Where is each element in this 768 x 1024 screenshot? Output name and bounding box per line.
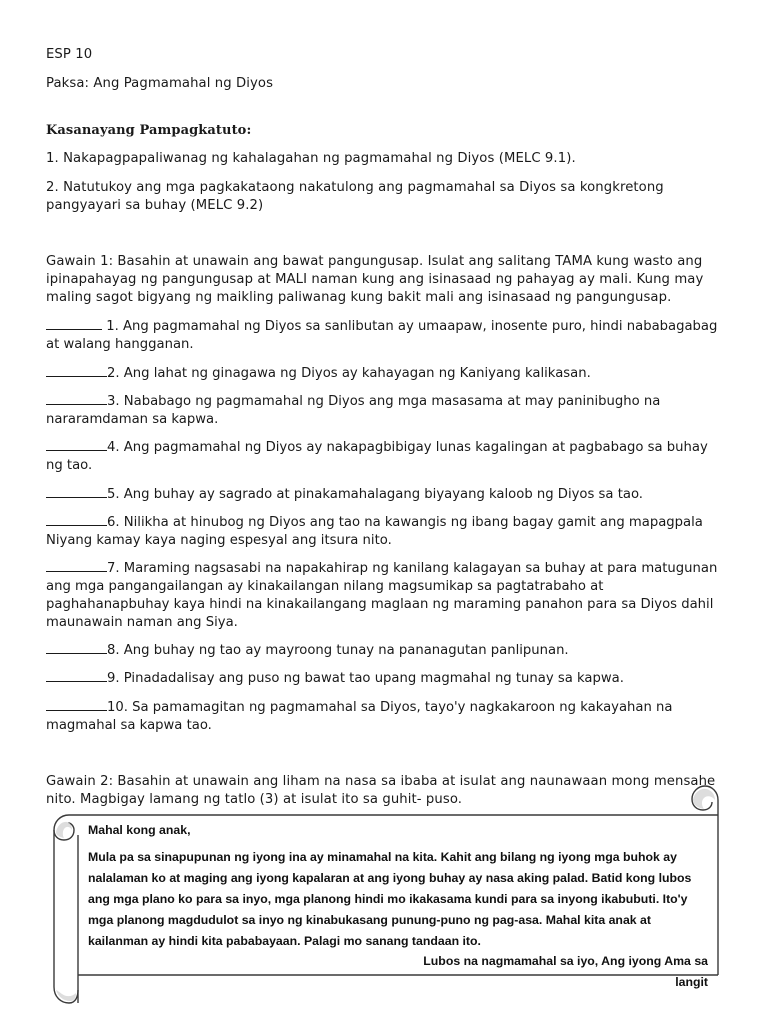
objective-2: 2. Natutukoy ang mga pagkakataong nakatulong ang pagmamahal sa Diyos sa kongkretong pangyayari sa buhay (MELC 9.2): [46, 180, 664, 213]
item-text: 10. Sa pamamagitan ng pagmamahal sa Diyos, tayo'y nagkakaroon ng kakayahan na magmahal sa kapwa tao.: [46, 700, 673, 733]
item-text: 2. Ang lahat ng ginagawa ng Diyos ay kahayagan ng Kaniyang kalikasan.: [107, 366, 591, 381]
item-text: 5. Ang buhay ay sagrado at pinakamahalagang biyayang kaloob ng Diyos sa tao.: [107, 487, 643, 502]
objective-1: 1. Nakapagpapaliwanag ng kahalagahan ng pagmamahal ng Diyos (MELC 9.1).: [46, 151, 576, 166]
topic-line: Paksa: Ang Pagmamahal ng Diyos: [46, 76, 274, 91]
objectives-title: Kasanayang Pampagkatuto:: [46, 123, 252, 138]
item-text: 8. Ang buhay ng tao ay mayroong tunay na pananagutan panlipunan.: [107, 643, 569, 658]
item-text: 4. Ang pagmamahal ng Diyos ay nakapagbibigay lunas kagalingan at pagbabago sa buhay ng tao.: [46, 440, 708, 473]
letter-greeting: Mahal kong anak,: [88, 823, 191, 837]
gawain1-instructions: Gawain 1: Basahin at unawain ang bawat pangungusap. Isulat ang salitang TAMA kung wasto ang ipinapahayag ng pangungusap at MALI naman kung ang isinasaad ng pahayag ay mali. Kung may maling sagot bigyang ng maikling paliwanag kung bakit mali ang isinasaad ng pangungusap.: [46, 254, 704, 305]
letter-body: Mula pa sa sinapupunan ng iyong ina ay minamahal na kita. Kahit ang bilang ng iyong mga buhok ay nalalaman ko at maging ang iyong kapalaran at ang iyong buhay ay nasa aking palad. Batid kong lubos ang mga plano ko para sa inyo, mga planong hindi mo ikakasama kundi para sa inyong ikabubuti. Ito'y mga planong magdudulot sa inyo ng kinabukasang punung-puno ng pag-asa. Mahal kita anak at kailanman ay hindi kita pababayaan. Palagi mo sanang tandaan ito.: [88, 850, 692, 948]
item-text: 7. Maraming nagsasabi na napakahirap ng kanilang kalagayan sa buhay at para matugunan ang mga pangangailangan ay kinakailangan nilang magsumikap sa pagtatrabaho at paghahanapbuhay kaya hindi na kinakailangang maglaan ng maraming panahon para sa Diyos dahil maunawain naman ang Siya.: [46, 561, 718, 630]
item-text: 1. Ang pagmamahal ng Diyos sa sanlibutan ay umaapaw, inosente puro, hindi nababagabag at walang hangganan.: [46, 319, 718, 352]
letter-signature: Lubos na nagmamahal sa iyo, Ang iyong Ama sa langit: [423, 954, 708, 989]
item-text: 3. Nababago ng pagmamahal ng Diyos ang mga masasama at may paninibugho na nararamdaman sa kapwa.: [46, 394, 661, 427]
gawain2-instructions: Gawain 2: Basahin at unawain ang liham na nasa sa ibaba at isulat ang naunawaan mong mensahe nito. Magbigay lamang ng tatlo (3) at isulat ito sa guhit- puso.: [46, 774, 716, 807]
item-text: 6. Nilikha at hinubog ng Diyos ang tao na kawangis ng ibang bagay gamit ang mapagpala Niyang kamay kaya naging espesyal ang itsura nito.: [46, 515, 703, 548]
item-text: 9. Pinadadalisay ang puso ng bawat tao upang magmahal ng tunay sa kapwa.: [107, 671, 624, 686]
course-code: ESP 10: [46, 47, 93, 62]
